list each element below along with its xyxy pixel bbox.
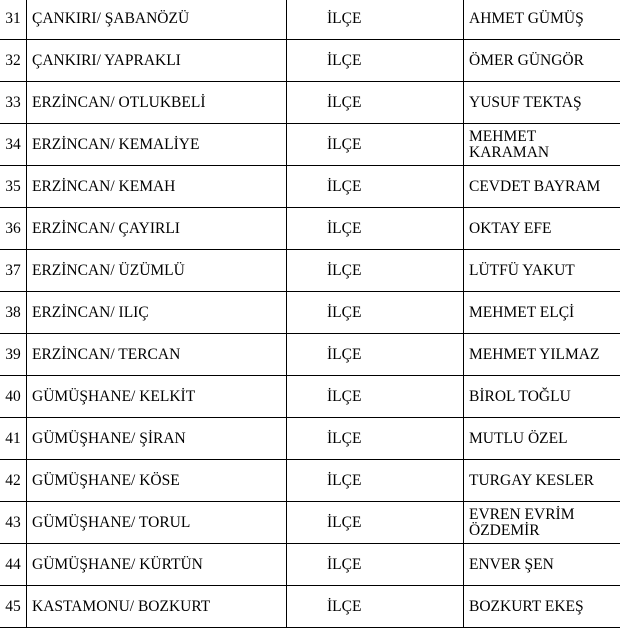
province-district: ERZİNCAN/ KEMALİYE: [27, 124, 287, 166]
province-district: ERZİNCAN/ OTLUKBELİ: [27, 82, 287, 124]
person-name-text: OKTAY EFE: [469, 219, 552, 237]
unit-type: İLÇE: [287, 502, 464, 544]
province-district: GÜMÜŞHANE/ TORUL: [27, 502, 287, 544]
person-name-text: AHMET GÜMÜŞ: [469, 9, 584, 27]
row-number: 44: [0, 544, 27, 586]
unit-type: İLÇE: [287, 544, 464, 586]
row-number: 45: [0, 586, 27, 628]
row-number: 41: [0, 418, 27, 460]
person-name: [464, 292, 620, 334]
person-name-text: MEHMET ELÇİ: [469, 303, 575, 321]
person-name: [464, 418, 620, 460]
table-row: [0, 166, 620, 208]
province-district: GÜMÜŞHANE/ KELKİT: [27, 376, 287, 418]
unit-type: İLÇE: [287, 208, 464, 250]
row-number: 37: [0, 250, 27, 292]
person-name: [464, 166, 620, 208]
person-name: [464, 544, 620, 586]
unit-type: İLÇE: [287, 460, 464, 502]
table-row: [0, 208, 620, 250]
person-name-text: ÖMER GÜNGÖR: [469, 51, 584, 69]
province-district: KASTAMONU/ BOZKURT: [27, 586, 287, 628]
table-row: [0, 124, 620, 166]
province-district: ÇANKIRI/ ŞABANÖZÜ: [27, 0, 287, 40]
person-name-text: MUTLU ÖZEL: [469, 429, 568, 447]
row-number: 34: [0, 124, 27, 166]
table-row: [0, 334, 620, 376]
row-number: 31: [0, 0, 27, 40]
province-district: ERZİNCAN/ ÜZÜMLÜ: [27, 250, 287, 292]
table-row: [0, 40, 620, 82]
person-name: [464, 208, 620, 250]
province-district: ERZİNCAN/ ÇAYIRLI: [27, 208, 287, 250]
unit-type: İLÇE: [287, 418, 464, 460]
unit-type: İLÇE: [287, 82, 464, 124]
row-number: 43: [0, 502, 27, 544]
person-name-text: CEVDET BAYRAM: [469, 177, 601, 195]
row-number: 32: [0, 40, 27, 82]
table-row: [0, 418, 620, 460]
table-row: [0, 502, 620, 544]
table-row: [0, 0, 620, 40]
person-name-text: TURGAY KESLER: [469, 471, 595, 489]
person-name-text: MEHMET KARAMAN: [469, 127, 550, 161]
province-district: GÜMÜŞHANE/ KÖSE: [27, 460, 287, 502]
person-name: [464, 82, 620, 124]
person-name-text: YUSUF TEKTAŞ: [469, 93, 582, 111]
unit-type: İLÇE: [287, 124, 464, 166]
province-district: ÇANKIRI/ YAPRAKLI: [27, 40, 287, 82]
row-number: 33: [0, 82, 27, 124]
unit-type: İLÇE: [287, 586, 464, 628]
province-district: ERZİNCAN/ ILIÇ: [27, 292, 287, 334]
unit-type: İLÇE: [287, 376, 464, 418]
table-row: [0, 460, 620, 502]
unit-type: İLÇE: [287, 250, 464, 292]
person-name-text: LÜTFÜ YAKUT: [469, 261, 575, 279]
row-number: 35: [0, 166, 27, 208]
table-row: [0, 544, 620, 586]
person-name-text: BOZKURT EKEŞ: [469, 597, 584, 615]
province-district: GÜMÜŞHANE/ ŞİRAN: [27, 418, 287, 460]
row-number: 36: [0, 208, 27, 250]
province-district: GÜMÜŞHANE/ KÜRTÜN: [27, 544, 287, 586]
table-row: [0, 376, 620, 418]
person-name-text: BİROL TOĞLU: [469, 387, 571, 405]
table-row: [0, 250, 620, 292]
person-name: [464, 250, 620, 292]
row-number: 42: [0, 460, 27, 502]
table-row: [0, 292, 620, 334]
person-name: [464, 0, 620, 40]
person-name-text: EVREN EVRİM ÖZDEMİR: [469, 505, 575, 539]
person-name-text: ENVER ŞEN: [469, 555, 554, 573]
person-name: [464, 334, 620, 376]
unit-type: İLÇE: [287, 0, 464, 40]
person-name: [464, 376, 620, 418]
person-name: [464, 40, 620, 82]
unit-type: İLÇE: [287, 166, 464, 208]
person-name-text: MEHMET YILMAZ: [469, 345, 600, 363]
unit-type: İLÇE: [287, 334, 464, 376]
person-name: [464, 502, 620, 544]
row-number: 38: [0, 292, 27, 334]
table-row: [0, 586, 620, 628]
province-district: ERZİNCAN/ KEMAH: [27, 166, 287, 208]
province-district: ERZİNCAN/ TERCAN: [27, 334, 287, 376]
person-name: [464, 586, 620, 628]
unit-type: İLÇE: [287, 292, 464, 334]
table-row: [0, 82, 620, 124]
unit-type: İLÇE: [287, 40, 464, 82]
person-name: [464, 460, 620, 502]
row-number: 39: [0, 334, 27, 376]
person-name: [464, 124, 620, 166]
row-number: 40: [0, 376, 27, 418]
